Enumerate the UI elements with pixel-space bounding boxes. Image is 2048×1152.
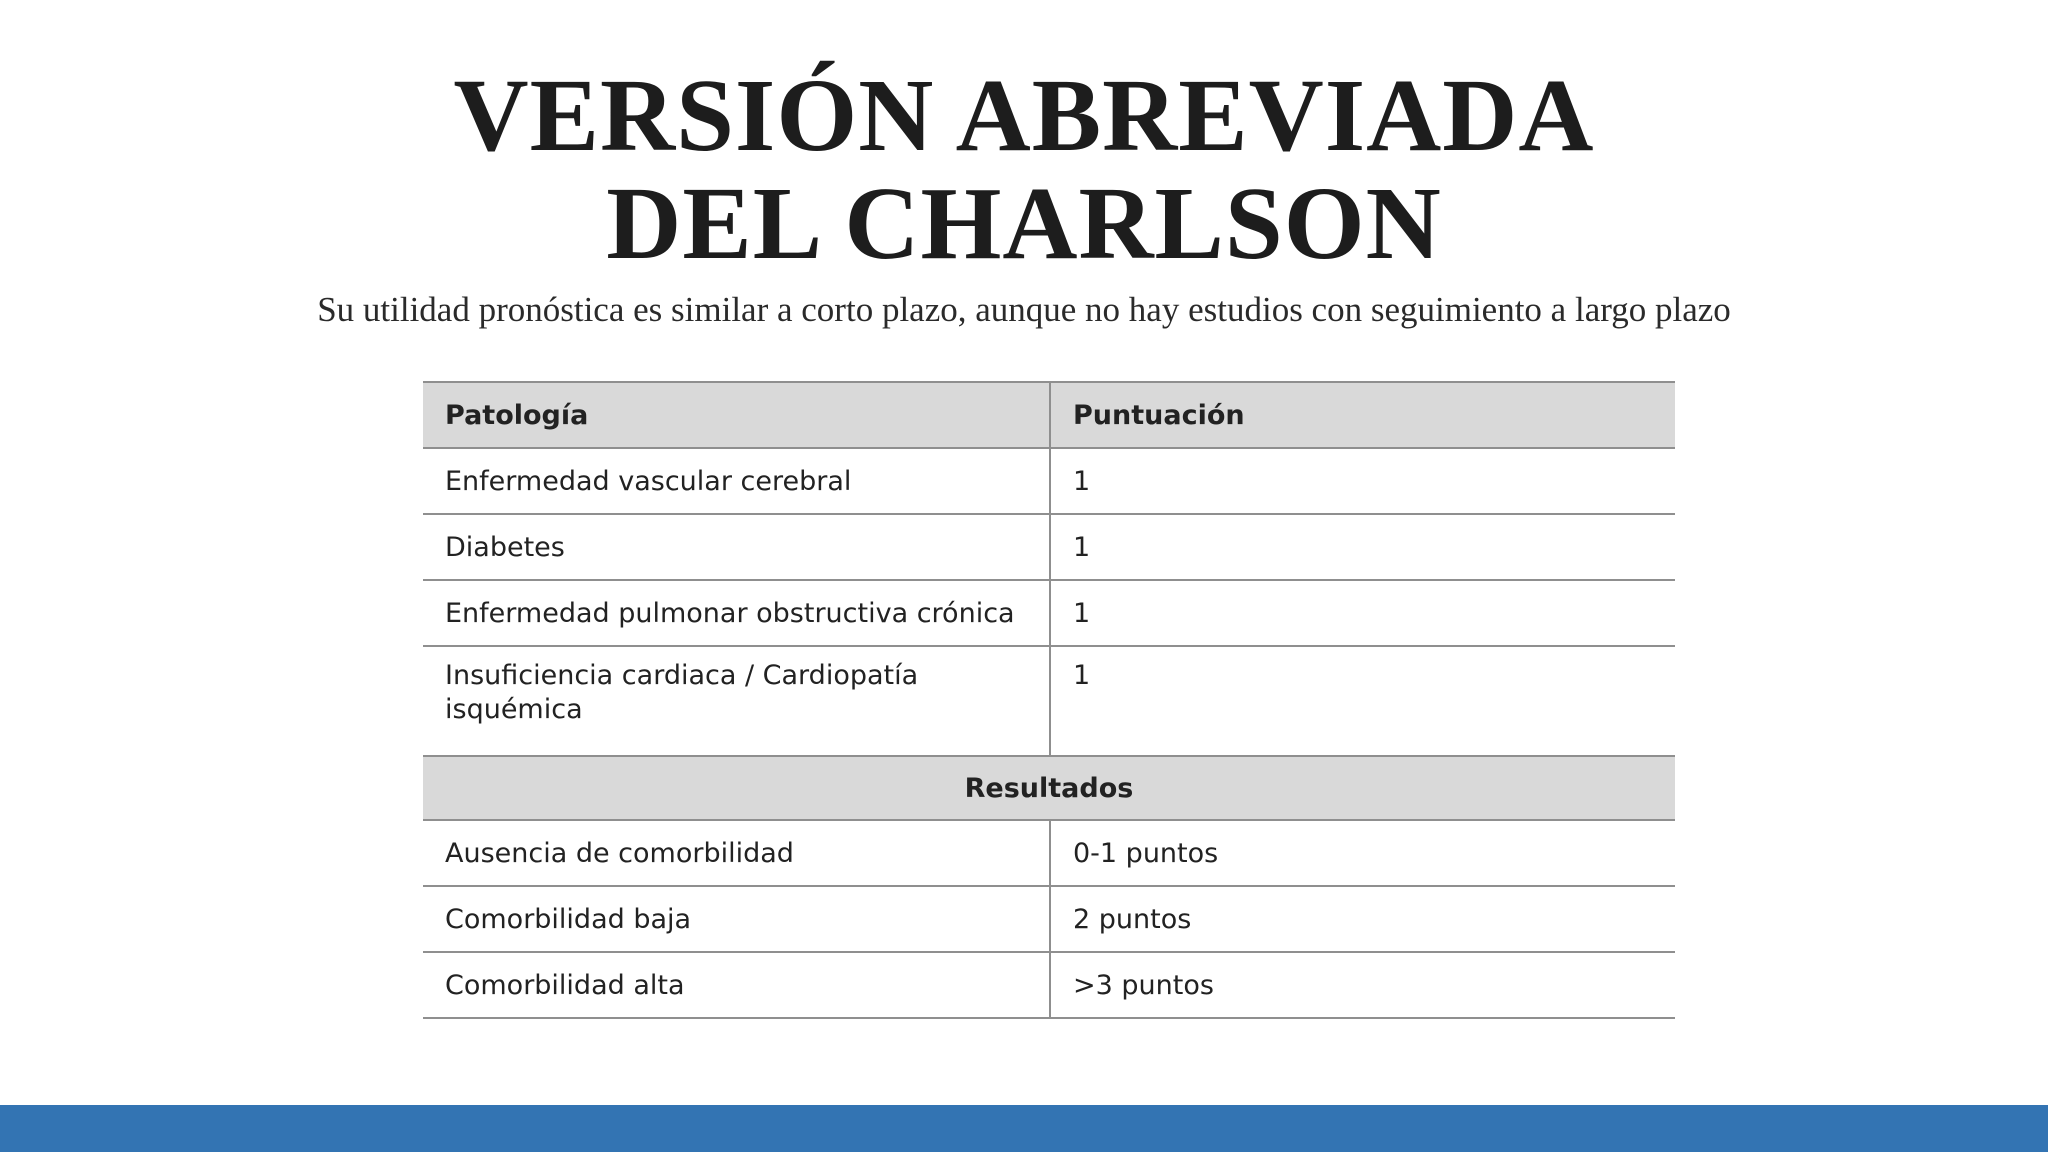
score-cell: 1 (1050, 448, 1675, 514)
slide-title-line-2: DEL CHARLSON (606, 166, 1442, 281)
slide-title-line-1: VERSIÓN ABREVIADA (453, 58, 1595, 173)
results-section-row (423, 756, 1675, 820)
result-points-cell: 2 puntos (1050, 886, 1675, 952)
score-cell: 1 (1050, 514, 1675, 580)
table-header-row (423, 382, 1675, 448)
footer-bar (0, 1105, 2048, 1152)
table-row (423, 952, 1675, 1018)
result-points-cell: >3 puntos (1050, 952, 1675, 1018)
pathology-cell: Insuficiencia cardiaca / Cardiopatía isquémica (423, 646, 1050, 756)
score-cell: 1 (1050, 646, 1675, 756)
result-label-cell: Comorbilidad baja (423, 886, 1050, 952)
charlson-score-table (423, 381, 1675, 1019)
header-patologia: Patología (423, 382, 1050, 448)
table-row (423, 448, 1675, 514)
table-row (423, 580, 1675, 646)
table-row (423, 514, 1675, 580)
table-row (423, 646, 1675, 756)
pathology-cell: Diabetes (423, 514, 1050, 580)
result-label-cell: Comorbilidad alta (423, 952, 1050, 1018)
results-section-title: Resultados (423, 756, 1675, 820)
table-row (423, 820, 1675, 886)
header-puntuacion: Puntuación (1050, 382, 1675, 448)
score-cell: 1 (1050, 580, 1675, 646)
table-row (423, 886, 1675, 952)
slide-title (0, 58, 2048, 281)
pathology-cell: Enfermedad vascular cerebral (423, 448, 1050, 514)
pathology-cell: Enfermedad pulmonar obstructiva crónica (423, 580, 1050, 646)
result-label-cell: Ausencia de comorbilidad (423, 820, 1050, 886)
result-points-cell: 0-1 puntos (1050, 820, 1675, 886)
slide-subtitle: Su utilidad pronóstica es similar a corto plazo, aunque no hay estudios con seguimiento a largo plazo (317, 290, 1731, 329)
